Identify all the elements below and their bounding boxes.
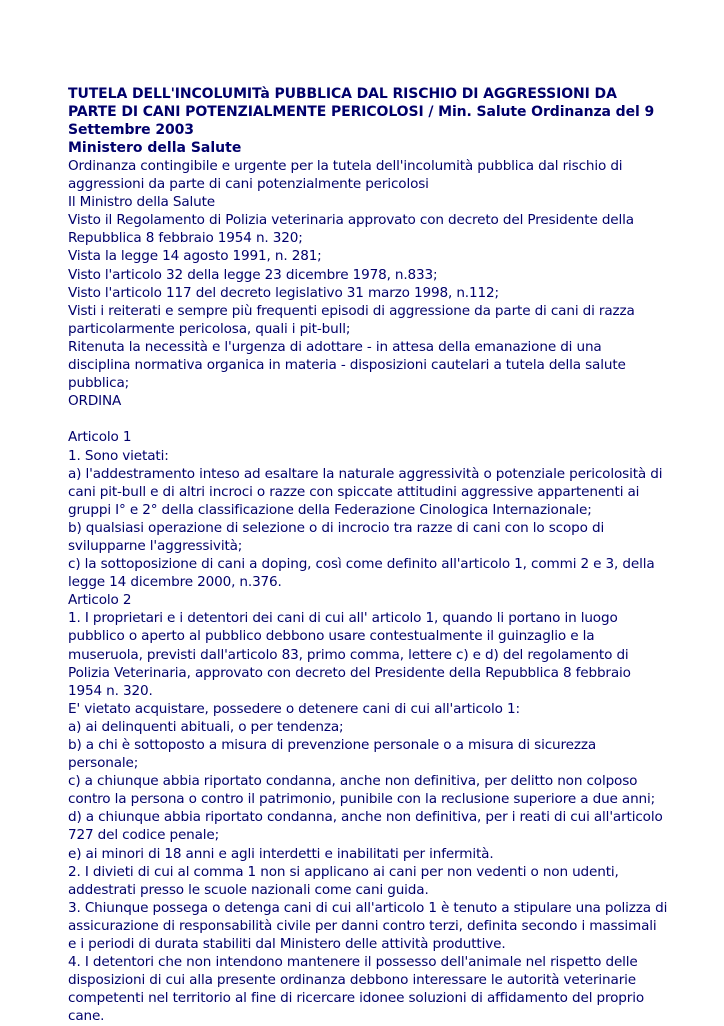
article-paragraph: a) l'addestramento inteso ad esaltare la naturale aggressività o potenziale pericolosità di cani pit-bull e di altri incroci o razze con spiccate attitudini aggressive appartenenti ai gruppi I° e 2° della classificazione della Federazione Cinologica Internazionale; — [68, 465, 663, 518]
preamble-paragraph: Ordinanza contingibile e urgente per la tutela dell'incolumità pubblica dal rischio di aggressioni da parte di cani potenzialmente pericolosi — [68, 158, 623, 193]
article-paragraph: a) ai delinquenti abituali, o per tendenza; — [68, 718, 344, 735]
article-paragraph: e) ai minori di 18 anni e agli interdetti e inabilitati per infermità. — [68, 845, 494, 862]
article-paragraph: d) a chiunque abbia riportato condanna, anche non definitiva, per i reati di cui all'articolo 727 del codice penale; — [68, 809, 663, 844]
article-paragraph: 2. I divieti di cui al comma 1 non si applicano ai cani per non vedenti o non udenti, addestrati presso le scuole nazionali come cani guida. — [68, 863, 619, 898]
preamble-paragraph: Visti i reiterati e sempre più frequenti episodi di aggressione da parte di cani di razza particolarmente pericolosa, quali i pit-bull; — [68, 302, 635, 337]
ordina-heading: ORDINA — [68, 393, 122, 410]
preamble-paragraph: Visto l'articolo 32 della legge 23 dicembre 1978, n.833; — [68, 266, 438, 283]
document-title: TUTELA DELL'INCOLUMITà PUBBLICA DAL RISCHIO DI AGGRESSIONI DA PARTE DI CANI POTENZIALMENTE PERICOLOSI / Min. Salute Ordinanza del 9 Settembre 2003 — [68, 86, 655, 138]
preamble-paragraph: Ritenuta la necessità e l'urgenza di adottare - in attesa della emanazione di una disciplina normativa organica in materia - disposizioni cautelari a tutela della salute pubblica; — [68, 338, 626, 392]
document-page — [68, 85, 668, 1026]
article-paragraph: b) qualsiasi operazione di selezione o di incrocio tra razze di cani con lo scopo di svilupparne l'aggressività; — [68, 519, 605, 554]
article-paragraph: 3. Chiunque possega o detenga cani di cui all'articolo 1 è tenuto a stipulare una polizza di assicurazione di responsabilità civile per danni contro terzi, definita secondo i massimali e i periodi di durata stabiliti dal Ministero delle attività produttive. — [68, 899, 668, 953]
article-heading: Articolo 1 — [68, 429, 132, 446]
ministry-heading: Ministero della Salute — [68, 140, 242, 156]
article-paragraph: 4. I detentori che non intendono mantenere il possesso dell'animale nel rispetto delle disposizioni di cui alla presente ordinanza debbono interessare le autorità veterinarie competenti nel territorio al fine di ricercare idonee soluzioni di affidamento del proprio cane. — [68, 954, 644, 1025]
document-body — [68, 157, 668, 1026]
article-paragraph: 1. I proprietari e i detentori dei cani di cui all' articolo 1, quando li portano in luogo pubblico o aperto al pubblico debbono usare contestualmente il guinzaglio e la museruola, previsti dall'articolo 83, primo comma, lettere c) e d) del regolamento di Polizia Veterinaria, approvato con decreto del Presidente della Repubblica 8 febbraio 1954 n. 320. — [68, 610, 631, 699]
blank-line — [68, 410, 668, 428]
article-paragraph: c) a chiunque abbia riportato condanna, anche non definitiva, per delitto non colposo contro la persona o contro il patrimonio, punibile con la reclusione superiore a due anni; — [68, 773, 656, 808]
article-paragraph: c) la sottoposizione di cani a doping, così come definito all'articolo 1, commi 2 e 3, della legge 14 dicembre 2000, n.376. — [68, 556, 655, 591]
article-paragraph: E' vietato acquistare, possedere o detenere cani di cui all'articolo 1: — [68, 700, 520, 717]
preamble-paragraph: Vista la legge 14 agosto 1991, n. 281; — [68, 248, 322, 265]
preamble-paragraph: Visto il Regolamento di Polizia veterinaria approvato con decreto del Presidente della Repubblica 8 febbraio 1954 n. 320; — [68, 212, 634, 247]
preamble-paragraph: Il Ministro della Salute — [68, 194, 215, 211]
article-paragraph: 1. Sono vietati: — [68, 447, 169, 464]
article-paragraph: b) a chi è sottoposto a misura di prevenzione personale o a misura di sicurezza personale; — [68, 737, 597, 772]
preamble-paragraph: Visto l'articolo 117 del decreto legislativo 31 marzo 1998, n.112; — [68, 284, 499, 301]
article-heading: Articolo 2 — [68, 592, 132, 609]
